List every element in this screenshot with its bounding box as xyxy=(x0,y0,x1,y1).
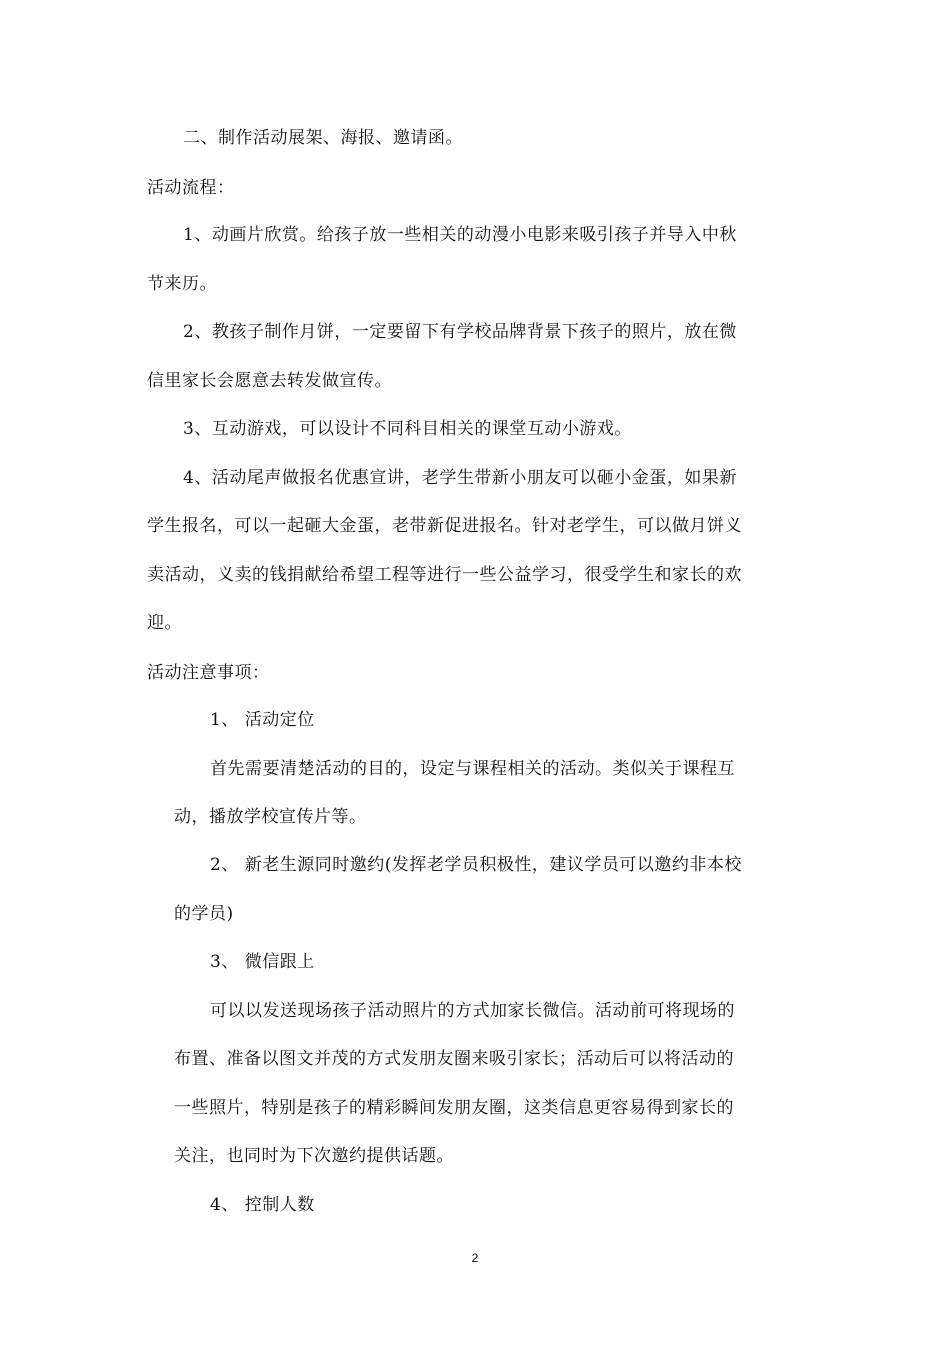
paragraph-line: 首先需要清楚活动的目的，设定与课程相关的活动。类似关于课程互 xyxy=(210,759,735,779)
paragraph-line: 关注，也同时为下次邀约提供话题。 xyxy=(174,1146,454,1166)
list-item-heading: 4、 控制人数 xyxy=(210,1195,315,1215)
paragraph-line: 一些照片，特别是孩子的精彩瞬间发朋友圈，这类信息更容易得到家长的 xyxy=(174,1098,734,1118)
section-heading-process: 活动流程： xyxy=(147,178,235,198)
list-item-heading: 2、 新老生源同时邀约(发挥老学员积极性，建议学员可以邀约非本校 xyxy=(210,855,742,875)
section-heading-notes: 活动注意事项： xyxy=(147,663,270,683)
section-heading-materials: 二、制作活动展架、海报、邀请函。 xyxy=(183,128,463,148)
paragraph-line: 动，播放学校宣传片等。 xyxy=(174,807,367,827)
paragraph-line: 节来历。 xyxy=(147,274,217,294)
paragraph-line: 信里家长会愿意去转发做宣传。 xyxy=(147,371,392,391)
paragraph-line: 卖活动，义卖的钱捐献给希望工程等进行一些公益学习，很受学生和家长的欢 xyxy=(147,565,742,585)
paragraph-line: 可以以发送现场孩子活动照片的方式加家长微信。活动前可将现场的 xyxy=(210,1001,735,1021)
paragraph-line: 布置、准备以图文并茂的方式发朋友圈来吸引家长；活动后可以将活动的 xyxy=(174,1049,734,1069)
paragraph-line: 3、互动游戏，可以设计不同科目相关的课堂互动小游戏。 xyxy=(183,419,632,439)
paragraph-line: 迎。 xyxy=(147,613,182,633)
page-number: 2 xyxy=(471,1251,479,1265)
paragraph-line: 的学员) xyxy=(174,904,234,924)
paragraph-line: 2、教孩子制作月饼，一定要留下有学校品牌背景下孩子的照片，放在微 xyxy=(183,322,737,342)
paragraph-line: 4、活动尾声做报名优惠宣讲，老学生带新小朋友可以砸小金蛋，如果新 xyxy=(183,468,737,488)
paragraph-line: 学生报名，可以一起砸大金蛋，老带新促进报名。针对老学生，可以做月饼义 xyxy=(147,516,742,536)
list-item-heading: 3、 微信跟上 xyxy=(210,952,315,972)
list-item-heading: 1、 活动定位 xyxy=(210,710,315,730)
paragraph-line: 1、动画片欣赏。给孩子放一些相关的动漫小电影来吸引孩子并导入中秋 xyxy=(183,225,737,245)
